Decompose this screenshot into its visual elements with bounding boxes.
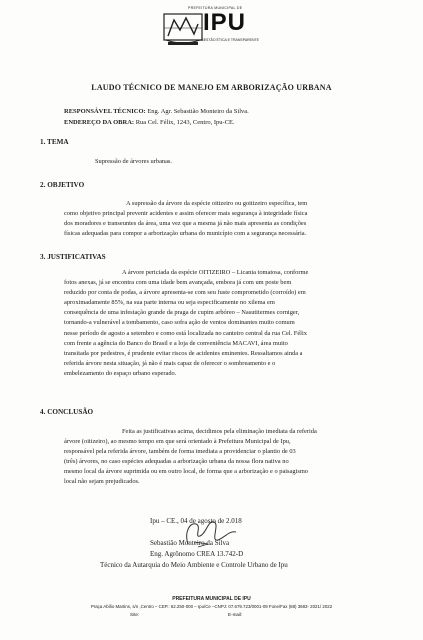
paragraph-line: aproximadamente 85%, na sua parte interna ou seja especificamente no xilema em — [64, 299, 275, 307]
footer-site: Site: — [130, 612, 140, 617]
logo-top-text: PREFEITURA MUNICIPAL DE — [188, 6, 243, 10]
section-tema-heading: 1. TEMA — [40, 138, 69, 146]
paragraph-line: árvore (oitizeiro), ao mesmo tempo em que será orientado à Prefeitura Municipal de Ipu, — [64, 438, 291, 446]
paragraph-line: consequência de uma infestação grande da praga de cupim arbóreo – Nasutitermes corniger, — [64, 309, 300, 317]
responsavel-label: RESPONSÁVEL TÉCNICO: — [64, 108, 146, 115]
paragraph-line: com frente a agência do Banco do Brasil e a loja de conveniência MACAVI, área muito — [64, 339, 288, 347]
paragraph-line: responsável pela referida árvore, também de forma imediata a providenciar o plantio de 03 — [64, 448, 296, 456]
section-conclusao-body — [64, 427, 394, 488]
paragraph-line: embelezamento do espaço urbano esperado. — [64, 369, 177, 377]
footer-email: E-mail: — [228, 612, 243, 617]
logo-bottom-text: GESTÃO ÉTICA E TRANSPARENTE — [201, 38, 260, 42]
section-conclusao-heading: 4. CONCLUSÃO — [40, 408, 94, 416]
document-title: LAUDO TÉCNICO DE MANEJO EM ARBORIZAÇÃO URBANA — [91, 83, 332, 92]
paragraph-line: local não sejam prejudicados. — [64, 478, 140, 486]
responsavel-line — [64, 108, 249, 115]
footer-address: Praça Abílio Martins, s/n ,Centro – CEP.: 62.250-000 – Ipu/Ce –CNPJ: 07.679.723/0001-09 Fone/Fax (88) 3683- 2021/ 2022 — [90, 604, 333, 609]
signer-crea: Eng. Agrônomo CREA 13.742-D — [150, 550, 244, 558]
endereco-label: ENDEREÇO DA OBRA: — [64, 119, 135, 126]
paragraph-line: transitada por pedestres, é prudente evitar riscos de acidentes eminentes. Ressaltamos ainda a — [64, 349, 303, 357]
paragraph-line: mesmo local da árvore suprimida ou em outro local, de forma que a arborização e o paisagismo — [64, 468, 308, 476]
paragraph-line: fotos anexas, já se encontra com uma idade bem avançada, embora já com um poste bem — [64, 279, 292, 287]
paragraph-line: A supressão da árvore da espécie oitizeiro ou goitizeiro específica, tem — [126, 200, 308, 207]
paragraph-line: tornando-a vulnerável a tombamento, caso sofra ação de ventos dominantes muito comum — [64, 319, 295, 327]
logo-name: IPU — [203, 9, 247, 36]
endereco-line — [64, 119, 235, 126]
responsavel-value: Eng. Agr. Sebastião Monteiro da Silva. — [147, 108, 249, 115]
paragraph-line: físicas adequadas para compor a arborização urbana do município com a segurança necessária. — [64, 230, 307, 238]
paragraph-line: dos moradores e transeuntes da área, uma vez que a mesma já não mais apresenta as condições — [64, 220, 307, 228]
section-objetivo-heading: 2. OBJETIVO — [40, 181, 85, 189]
paragraph-line: Feita as justificativas acima, decidimos pela eliminação imediata da referida — [122, 428, 317, 435]
paragraph-line: como objetivo principal prevenir acidentes e assim oferecer mais segurança à integridade física — [64, 210, 308, 218]
paragraph-line: reduzido por conta de podas, a árvore apresenta-se com seu fuste comprometido (corroído) em — [64, 289, 306, 297]
paragraph-line: (três) árvores, no caso espécies adequadas a arborização urbana da nossa flora nativa no — [64, 458, 289, 466]
footer-title: PREFEITURA MUNICIPAL DE IPU — [172, 596, 251, 602]
paragraph-line: referida árvore nesta situação, já não é mais capaz de oferecer o sombreamento e o — [64, 359, 276, 367]
section-justificativas-body — [64, 268, 394, 379]
endereco-value: Rua Cel. Félix, 1243, Centro, Ipu-CE. — [135, 119, 235, 126]
paragraph-line: A árvore periciada da espécie OITIZEIRO – Licania tomatosa, conforme — [122, 269, 309, 276]
section-tema-body — [95, 157, 395, 167]
section-justificativas-heading: 3. JUSTIFICATIVAS — [40, 253, 106, 261]
paragraph-line: Supressão de árvores urbanas. — [95, 158, 173, 165]
section-objetivo-body — [64, 199, 394, 239]
paragraph-line: nesse período de agosto a setembro e como está localizada no canteiro central da rua Cel. Félix — [64, 329, 307, 337]
signer-name: Sebastião Monteiro da Silva — [150, 539, 230, 547]
signer-role: Técnico da Autarquia do Meio Ambiente e Controle Urbano de Ipu — [100, 561, 288, 569]
date-line: Ipu – CE., 04 de agosto de 2.018 — [150, 517, 242, 525]
